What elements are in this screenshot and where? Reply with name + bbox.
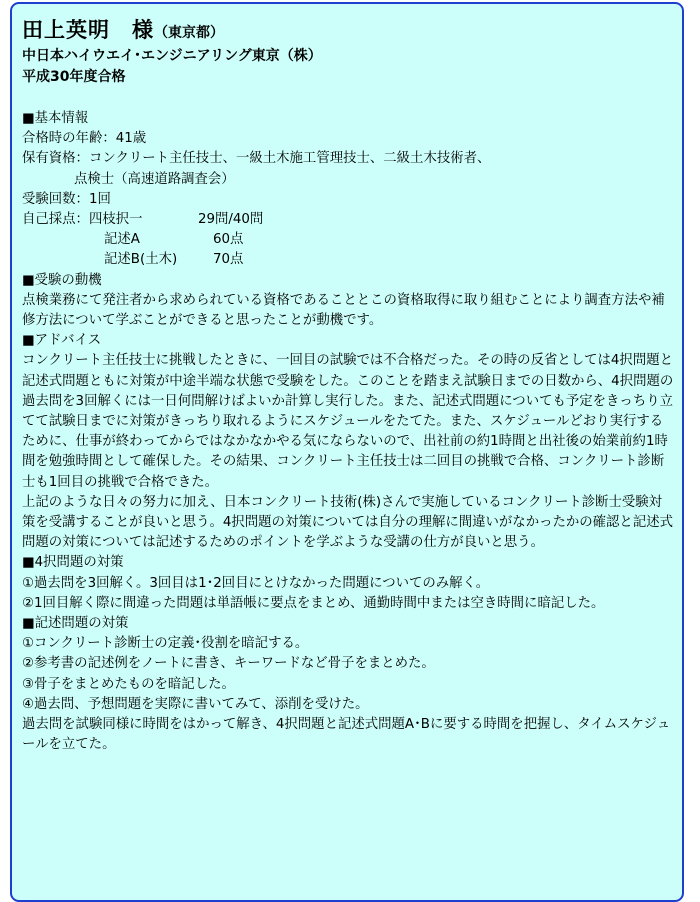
score-indent bbox=[22, 250, 104, 270]
motivation-heading: ■受験の動機 bbox=[22, 272, 102, 288]
essay-heading: ■記述問題の対策 bbox=[22, 616, 129, 632]
motivation-text: 点検業務にて発注者から求められている資格であることとこの資格取得に取り組むことにより調査方法や補修方法について学ぶことができると思ったことが動機です。 bbox=[22, 292, 665, 329]
score-item-label: 記述A bbox=[104, 232, 140, 248]
multiple-choice-item: ①過去問を3回解く。3回目は1･2回目にとけなかった問題についてのみ解く。 bbox=[22, 575, 490, 591]
score-row bbox=[22, 210, 674, 230]
score-row bbox=[22, 230, 674, 250]
basic-info-heading: ■基本情報 bbox=[22, 111, 89, 126]
passed-year: 平成30年度合格 bbox=[22, 69, 126, 85]
advice-heading: ■アドバイス bbox=[22, 333, 102, 349]
essay-closing: 過去問を試験同様に時間をはかって解き、4択問題と記述式問題A･Bに要する時間を把握し、タイムスケジュールを立てた。 bbox=[22, 717, 671, 753]
essay-item: ②参考書の記述例をノートに書き、キーワードなど骨子をまとめた。 bbox=[22, 656, 435, 672]
score-row bbox=[22, 250, 674, 270]
essay-item: ④過去問、予想問題を実際に書いてみて、添削を受けた。 bbox=[22, 696, 369, 712]
name-line bbox=[22, 16, 674, 46]
qualifications-label: 保有資格： bbox=[22, 151, 89, 167]
attempts-line: 受験回数：1回 bbox=[22, 191, 111, 207]
person-name: 田上英明 様 bbox=[22, 18, 154, 42]
score-item-label: 四枝択一 bbox=[88, 212, 143, 228]
essay-item: ③骨子をまとめたものを暗記した。 bbox=[22, 676, 235, 692]
score-indent bbox=[22, 230, 104, 250]
essay-item: ①コンクリート診断士の定義･役割を暗記する。 bbox=[22, 636, 309, 652]
basic-info-section bbox=[22, 109, 674, 756]
qualifications-line bbox=[22, 149, 674, 169]
score-item-value: 60点 bbox=[213, 232, 244, 248]
multiple-choice-item: ②1回目解く際に間違った問題は単語帳に要点をまとめ、通勤時間中または空き時間に暗記した。 bbox=[22, 595, 605, 611]
company-name: 中日本ハイウエイ･エンジニアリング東京（株） bbox=[22, 48, 322, 64]
advice-paragraph-2: 上記のような日々の努力に加え、日本コンクリート技術(株)さんで実施しているコンクリート診断士受験対策を受講することが良いと思う。4択問題の対策については自分の理解に間違いがなかったかの確認と記述式問題の対策については記述するためのポイントを学ぶような受講の仕方が良いと思う。 bbox=[22, 494, 673, 551]
testimonial-card bbox=[10, 2, 684, 902]
age-line: 合格時の年齢：41歳 bbox=[22, 131, 147, 147]
score-item-value: 29問/40問 bbox=[197, 212, 264, 228]
score-item-value: 70点 bbox=[213, 252, 244, 268]
qualifications-text-1: コンクリート主任技士、一級土木施工管理技士、二級土木技術者、 bbox=[88, 151, 491, 167]
qualifications-text-2: 点検士（高速道路調査会） bbox=[74, 171, 235, 187]
spacer bbox=[22, 88, 674, 109]
score-label: 自己採点： bbox=[22, 212, 89, 228]
advice-paragraph-1: コンクリート主任技士に挑戦したときに、一回目の試験では不合格だった。その時の反省としては4択問題と記述式問題ともに対策が中途半端な状態で受験をした。このことを踏まえ試験日までの日数から、4択問題の過去問を3回解くには一日何問解けばよいか計算し実行した。また、記述式問題についても予定をきっちり立てて試験日までに対策がきっちり取れるようにスケジュールをたてた。また、スケジュールどおり実行するために、仕事が終わってからではなかなかやる気にならないので、出社前の約1時間と出社後の始業前約1時間を勉強時間として確保した。その結果、コンクリート主任技士は二回目の挑戦で合格、コンクリート診断士も1回目の挑戦で合格できた。 bbox=[22, 353, 674, 490]
prefecture: （東京都） bbox=[154, 25, 224, 41]
multiple-choice-heading: ■4択問題の対策 bbox=[22, 555, 124, 571]
score-item-label: 記述B(土木) bbox=[104, 252, 178, 268]
